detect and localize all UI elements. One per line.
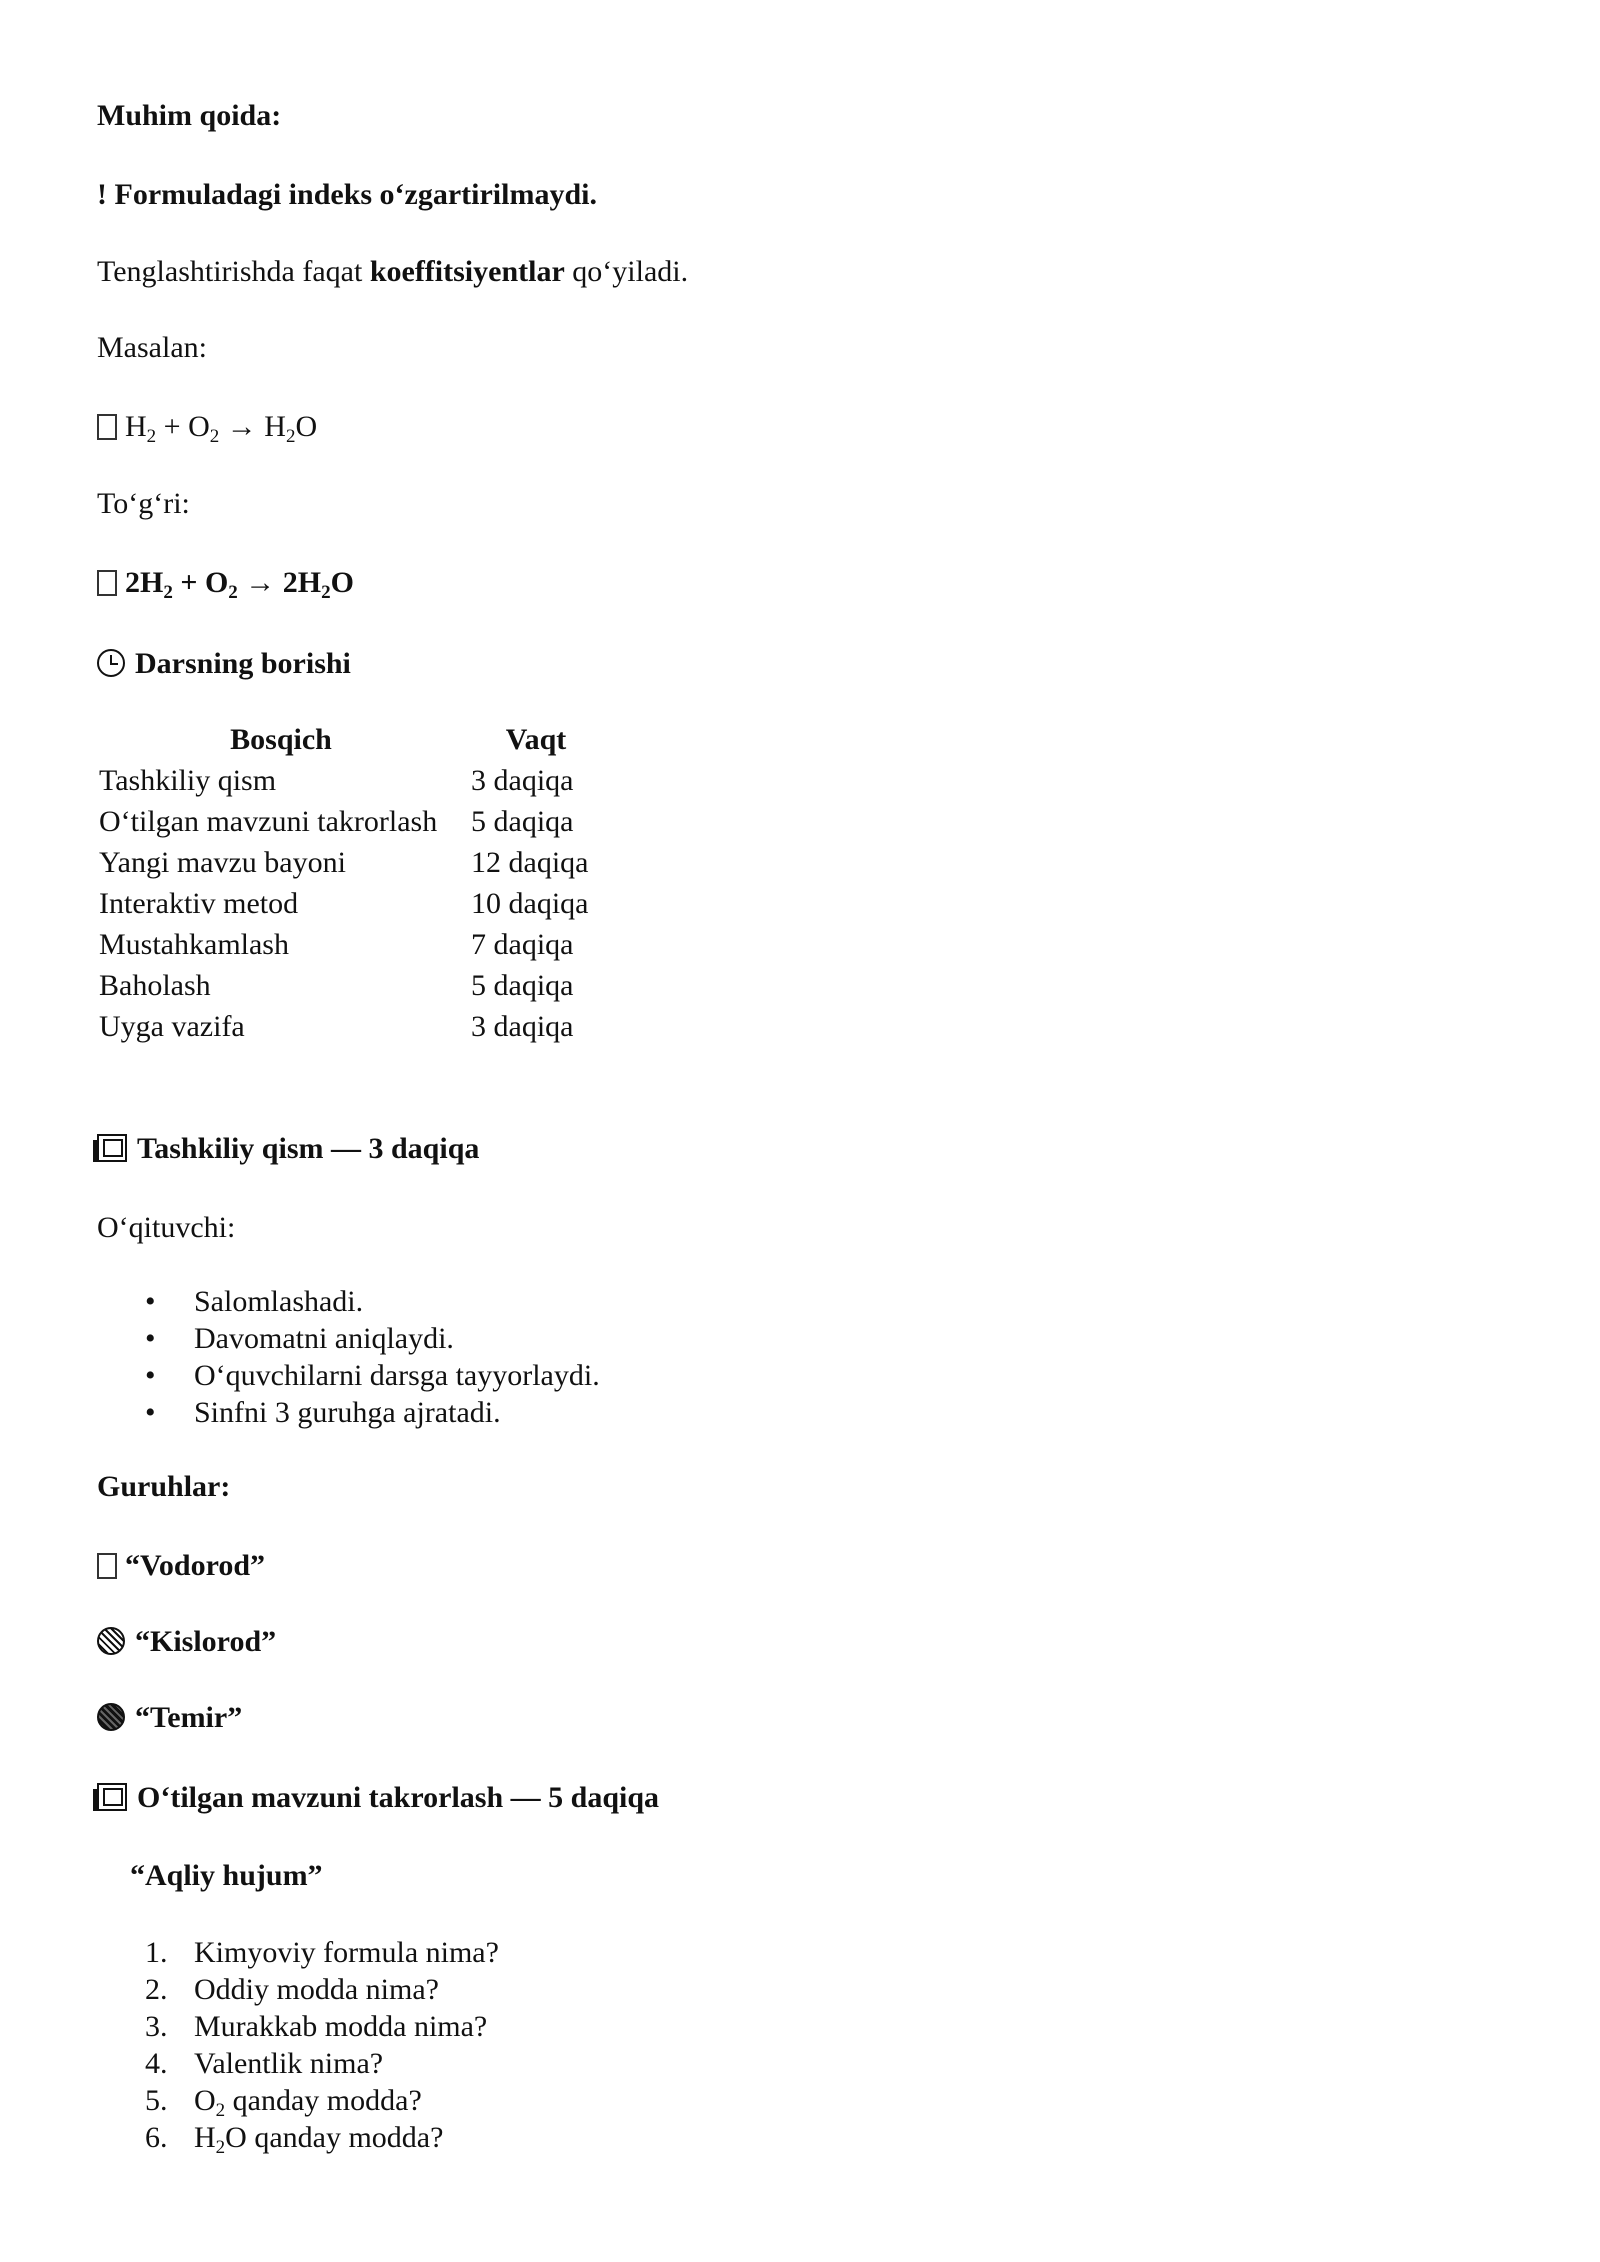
- brainstorm-method: “Aqliy hujum”: [130, 1859, 323, 1892]
- wrong-equation: $H_2 + O_2 \to H_2O$: [97, 408, 317, 446]
- notebook-icon: [97, 1134, 127, 1162]
- lesson-schedule-table: [97, 719, 601, 1047]
- table-row: Mustahkamlash 7 daqiqa: [99, 928, 574, 961]
- warning-text: Formuladagi indeks o‘zgartirilmaydi.: [114, 178, 597, 211]
- table-row: Baholash 5 daqiqa: [99, 969, 574, 1002]
- column-header-stage: Bosqich: [230, 723, 332, 756]
- warning-line: [97, 176, 597, 214]
- group-iron: “Temir”: [97, 1699, 242, 1737]
- notebook-icon: [97, 1783, 127, 1811]
- teacher-actions-list: [97, 1283, 600, 1431]
- iron-group-icon: [97, 1703, 125, 1731]
- example-label: Masalan:: [97, 331, 207, 364]
- list-item: • Salomlashadi.: [97, 1283, 600, 1320]
- clock-icon: [97, 649, 125, 677]
- table-row: Yangi mavzu bayoni 12 daqiqa: [99, 846, 589, 879]
- check-mark-icon: [97, 570, 117, 596]
- teacher-label: O‘qituvchi:: [97, 1211, 236, 1244]
- list-item: • Davomatni aniqlaydi.: [97, 1320, 600, 1357]
- section-organizational-title: Tashkiliy qism — 3 daqiqa: [97, 1130, 479, 1168]
- list-item: 2. Oddiy modda nima?: [145, 1973, 439, 2006]
- list-item: 4. Valentlik nima?: [145, 2047, 384, 2080]
- table-row: O‘tilgan mavzuni takrorlash 5 daqiqa: [99, 805, 574, 838]
- table-row: Interaktiv metod 10 daqiqa: [99, 887, 589, 920]
- reaction-arrow: →: [219, 410, 265, 443]
- group-oxygen: “Kislorod”: [97, 1623, 276, 1661]
- table-row: Uyga vazifa 3 daqiqa: [99, 1010, 574, 1043]
- table-row: Tashkiliy qism 3 daqiqa: [99, 764, 574, 797]
- oxygen-group-icon: [97, 1627, 125, 1655]
- column-header-time: Vaqt: [505, 723, 567, 756]
- groups-heading: Guruhlar:: [97, 1470, 231, 1503]
- list-item: 6. $H_2O$ qanday modda?: [145, 2121, 444, 2158]
- correct-label: To‘g‘ri:: [97, 487, 190, 520]
- list-item: 3. Murakkab modda nima?: [145, 2010, 488, 2043]
- reaction-arrow: →: [237, 566, 283, 599]
- section-review-title: O‘tilgan mavzuni takrorlash — 5 daqiqa: [97, 1779, 659, 1817]
- list-item: 5. $O_2$ qanday modda?: [145, 2084, 422, 2121]
- hydrogen-group-icon: [97, 1553, 117, 1579]
- lesson-progress-title: Darsning borishi: [97, 645, 351, 683]
- list-item: • Sinfni 3 guruhga ajratadi.: [97, 1394, 600, 1431]
- cross-mark-icon: [97, 414, 117, 440]
- list-item: • O‘quvchilarni darsga tayyorlaydi.: [97, 1357, 600, 1394]
- correct-equation: $2H_2 + O_2 \to 2H_2O$: [97, 564, 354, 602]
- rule-heading: Muhim qoida:: [97, 99, 282, 132]
- table-header-row: [97, 719, 601, 760]
- review-questions-list: [97, 1934, 499, 2156]
- list-item: 1. Kimyoviy formula nima?: [145, 1936, 499, 1969]
- coefficient-note: Tenglashtirishda faqat koeffitsiyentlar qo‘yiladi.: [97, 255, 689, 288]
- exclamation-icon: !: [97, 178, 107, 211]
- coefficient-term: koeffitsiyentlar: [369, 255, 565, 288]
- group-hydrogen: “Vodorod”: [97, 1547, 265, 1585]
